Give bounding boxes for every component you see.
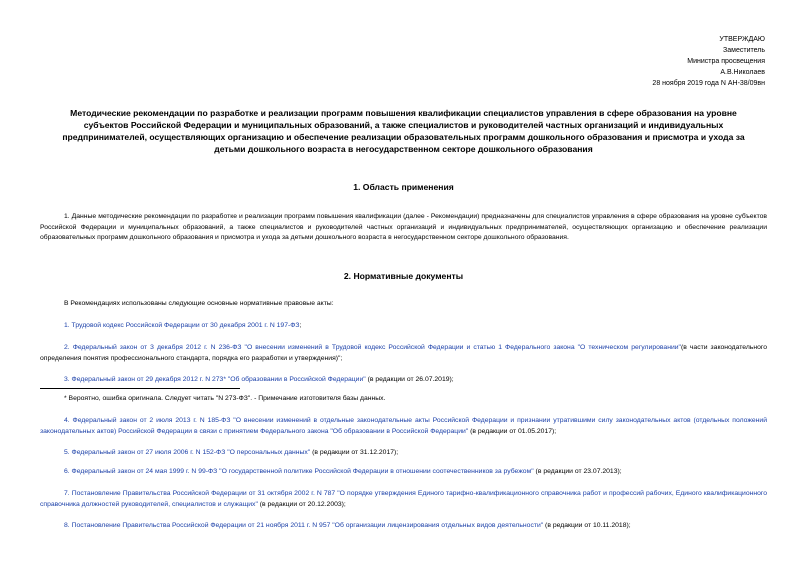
approval-line: А.В.Николаев [720, 69, 765, 76]
list-item-tail: (в редакции от 31.12.2017); [310, 449, 399, 456]
list-item [40, 448, 767, 459]
document-link[interactable]: 5. Федеральный закон от 27 июля 2006 г. N 152-ФЗ "О персональных данных" [64, 449, 311, 456]
document-link[interactable]: 7. Постановление Правительства Российской Федерации от 31 октября 2002 г. N 787 "О порядке утверждения Единого тарифно-квалификационного справочника работ и профессий рабочих, Единого квалификационного справочника должностей руководителей, специалистов и служащих" [40, 490, 767, 508]
list-item [40, 521, 767, 532]
list-item [40, 467, 767, 478]
document-link[interactable]: 8. Постановление Правительства Российской Федерации от 21 ноября 2011 г. N 957 "Об организации лицензирования отдельных видов деятельности" [64, 522, 544, 529]
section-2-heading: 2. Нормативные документы [343, 271, 464, 281]
document-title: Методические рекомендации по разработке и реализации программ повышения квалификации специалистов управления в сфере образования на уровне субъектов Российской Федерации и муниципальных образований, а также специалистов и руководителей частных организаций и индивидуальных предпринимателей, осуществляющих организацию и обеспечение реализации образовательных программ дошкольного образования и присмотра и ухода за детьми дошкольного возраста в негосударственном секторе дошкольного образования [62, 108, 745, 154]
approval-line: Министра просвещения [687, 58, 765, 65]
list-item [40, 343, 767, 364]
document-link[interactable]: 4. Федеральный закон от 2 июля 2013 г. N 185-ФЗ "О внесении изменений в отдельные законодательные акты Российской Федерации и признании утратившими силу законодательных актов (отдельных положений законодательных актов) Российской Федерации в связи с принятием Федерального закона "Об образовании в Российской Федерации" [40, 417, 767, 435]
list-item-tail: (в редакции от 23.07.2013); [533, 468, 622, 475]
footnote: * Вероятно, ошибка оригинала. Следует читать "N 273-ФЗ". - Примечание изготовителя базы данных. [64, 395, 386, 402]
approval-line: УТВЕРЖДАЮ [719, 36, 765, 43]
section-1-paragraph: 1. Данные методические рекомендации по разработке и реализации программ повышения квалификации (далее - Рекомендации) предназначены для специалистов управления в сфере образования на уровне субъектов Российской Федерации и муниципальных образований, а также специалистов и руководителей частных организаций и индивидуальных предпринимателей, осуществляющих организацию и обеспечение реализации образовательных программ дошкольного образования и присмотра и ухода за детьми дошкольного возраста в негосударственном секторе дошкольного образования. [40, 213, 767, 241]
list-item [40, 321, 767, 332]
list-item-tail: (в редакции от 10.11.2018); [543, 522, 631, 529]
list-item-tail: (в редакции от 20.12.2003); [257, 500, 346, 508]
list-item-tail: ; [299, 322, 302, 329]
approval-block [652, 34, 765, 89]
document-link[interactable]: 2. Федеральный закон от 3 декабря 2012 г. N 236-ФЗ "О внесении изменений в Трудовой кодекс Российской Федерации и статью 1 Федерального закона "О техническом регулировании" [64, 344, 681, 351]
list-item [40, 375, 767, 386]
section-1-heading: 1. Область применения [353, 182, 454, 192]
document-link[interactable]: 1. Трудовой кодекс Российской Федерации от 30 декабря 2001 г. N 197-ФЗ [64, 322, 300, 329]
approval-line: 28 ноября 2019 года N АН-38/09вн [652, 80, 765, 87]
footnote-divider [40, 388, 240, 389]
document-link[interactable]: 3. Федеральный закон от 29 декабря 2012 г. N 273* "Об образовании в Российской Федерации" [64, 376, 366, 383]
document-link[interactable]: 6. Федеральный закон от 24 мая 1999 г. N 99-ФЗ "О государственной политике Российской Федерации в отношении соотечественников за рубежом" [64, 468, 534, 475]
list-item-tail: (в редакции от 01.05.2017); [468, 427, 557, 435]
list-item [40, 489, 767, 510]
list-item-tail: (в редакции от 26.07.2019); [365, 376, 454, 383]
list-item-tail: (в части законодательного определения понятия профессионального стандарта, порядка его разработки и утверждения)"; [40, 344, 767, 362]
approval-line: Заместитель [723, 47, 765, 54]
section-2-intro: В Рекомендациях использованы следующие основные нормативные правовые акты: [64, 300, 334, 307]
list-item [40, 416, 767, 437]
